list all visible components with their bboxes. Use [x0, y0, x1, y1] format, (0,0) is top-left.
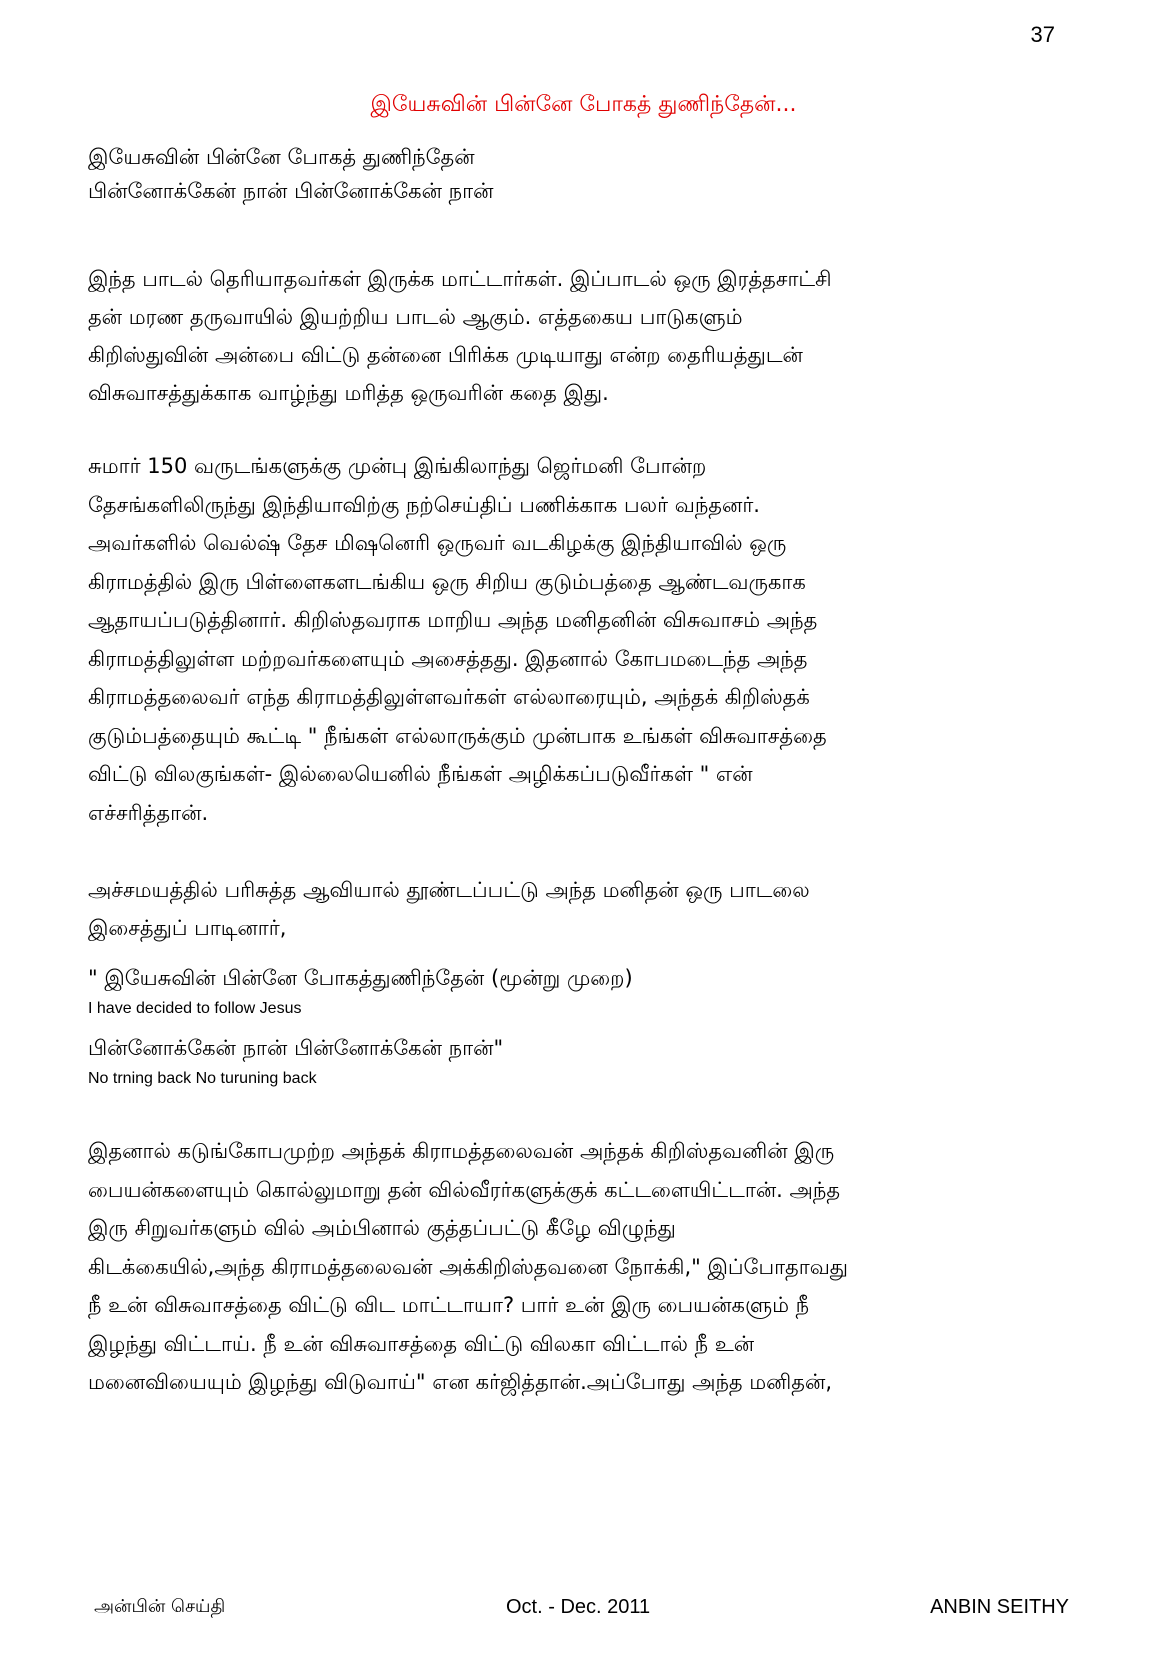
paragraph-line: தேசங்களிலிருந்து இந்தியாவிற்கு நற்செய்திப் பணிக்காக பலர் வந்தனர்.	[88, 492, 760, 517]
paragraph-line: நீ உன் விசுவாசத்தை விட்டு விட மாட்டாயா? பார் உன் இரு பையன்களும் நீ	[88, 1293, 810, 1317]
paragraph-line: பையன்களையும் கொல்லுமாறு தன் வில்வீரர்களுக்குக் கட்டளையிட்டான். அந்த	[88, 1177, 841, 1202]
song-line-english-2: No trning back No turuning back	[88, 1070, 317, 1087]
paragraph-line: கிறிஸ்துவின் அன்பை விட்டு தன்னை பிரிக்க முடியாது என்ற தைரியத்துடன்	[88, 343, 803, 367]
chorus-block	[88, 145, 1078, 213]
paragraph-4	[88, 1139, 1078, 1409]
paragraph-line: சுமார் 150 வருடங்களுக்கு முன்பு இங்கிலாந்து ஜெர்மனி போன்ற	[88, 454, 707, 478]
paragraph-line: தன் மரண தருவாயில் இயற்றிய பாடல் ஆகும். எத்தகைய பாடுகளும்	[88, 305, 743, 329]
paragraph-line: விட்டு விலகுங்கள்- இல்லையெனில் நீங்கள் அழிக்கப்படுவீர்கள் " என்	[88, 762, 753, 786]
paragraph-line: கிராமத்தில் இரு பிள்ளைகளடங்கிய ஒரு சிறிய குடும்பத்தை ஆண்டவருகாக	[88, 569, 806, 594]
paragraph-line: கிராமத்திலுள்ள மற்றவர்களையும் அசைத்தது. இதனால் கோபமடைந்த அந்த	[88, 646, 808, 671]
paragraph-line: குடும்பத்தையும் கூட்டி " நீங்கள் எல்லாருக்கும் முன்பாக உங்கள் விசுவாசத்தை	[88, 723, 827, 748]
paragraph-line: இதனால் கடுங்கோபமுற்ற அந்தக் கிராமத்தலைவன் அந்தக் கிறிஸ்தவனின் இரு	[88, 1139, 835, 1163]
chorus-line-1: இயேசுவின் பின்னே போகத் துணிந்தேன்	[88, 145, 475, 169]
chorus-line-2: பின்னோக்கேன் நான் பின்னோக்கேன் நான்	[88, 179, 494, 203]
footer-issue-date: Oct. - Dec. 2011	[506, 1596, 651, 1618]
page-number: 37	[1030, 22, 1055, 47]
paragraph-line: அச்சமயத்தில் பரிசுத்த ஆவியால் தூண்டப்பட்டு அந்த மனிதன் ஒரு பாடலை	[88, 878, 810, 902]
paragraph-line: அவர்களில் வெல்ஷ் தேச மிஷனெரி ஒருவர் வடகிழக்கு இந்தியாவில் ஒரு	[88, 531, 787, 555]
paragraph-line: இரு சிறுவர்களும் வில் அம்பினால் குத்தப்பட்டு கீழே விழுந்து	[88, 1216, 676, 1240]
song-line-tamil-2: பின்னோக்கேன் நான் பின்னோக்கேன் நான்"	[88, 1036, 504, 1060]
paragraph-2	[88, 454, 1078, 839]
paragraph-line: இசைத்துப் பாடினார்,	[88, 916, 287, 940]
song-line-english-1: I have decided to follow Jesus	[88, 1000, 302, 1017]
footer-magazine-tamil: அன்பின் செய்தி	[94, 1596, 226, 1617]
paragraph-line: எச்சரித்தான்.	[88, 800, 209, 825]
paragraph-1	[88, 267, 1078, 419]
paragraph-line: கிராமத்தலைவர் எந்த கிராமத்திலுள்ளவர்கள் எல்லாரையும், அந்தக் கிறிஸ்தக்	[88, 685, 810, 709]
paragraph-3	[88, 878, 1078, 954]
paragraph-line: மனைவியையும் இழந்து விடுவாய்" என கர்ஜித்தான்.அப்போது அந்த மனிதன்,	[88, 1370, 833, 1394]
song-line-tamil-1: " இயேசுவின் பின்னே போகத்துணிந்தேன் (மூன்று முறை)	[88, 966, 633, 990]
footer-magazine-english: ANBIN SEITHY	[930, 1596, 1069, 1618]
paragraph-line: விசுவாசத்துக்காக வாழ்ந்து மரித்த ஒருவரின் கதை இது.	[88, 381, 609, 405]
paragraph-line: இழந்து விட்டாய். நீ உன் விசுவாசத்தை விட்டு விலகா விட்டால் நீ உன்	[88, 1331, 755, 1356]
song-lyrics	[88, 966, 1078, 1100]
paragraph-line: கிடக்கையில்,அந்த கிராமத்தலைவன் அக்கிறிஸ்தவனை நோக்கி," இப்போதாவது	[88, 1254, 849, 1279]
paragraph-line: ஆதாயப்படுத்தினார். கிறிஸ்தவராக மாறிய அந்த மனிதனின் விசுவாசம் அந்த	[88, 608, 818, 632]
article-title: இயேசுவின் பின்னே போகத் துணிந்தேன்...	[370, 92, 797, 117]
paragraph-line: இந்த பாடல் தெரியாதவர்கள் இருக்க மாட்டார்கள். இப்பாடல் ஒரு இரத்தசாட்சி	[88, 267, 832, 291]
